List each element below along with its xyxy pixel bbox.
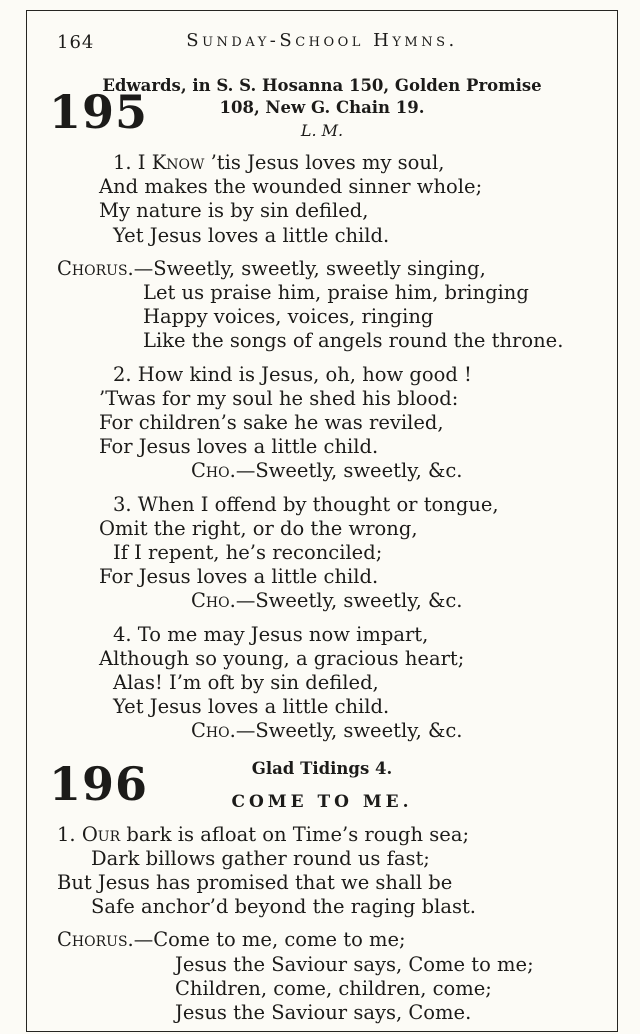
- hymn-line: Jesus the Saviour says, Come.: [175, 1001, 472, 1025]
- hymn-lyrics: [55, 823, 589, 1026]
- hymn-line: Yet Jesus loves a little child.: [113, 223, 390, 247]
- hymn-number: 196: [49, 756, 149, 811]
- hymn-line: Chorus.—Sweetly, sweetly, sweetly singing,: [57, 256, 486, 280]
- hymn-line: Alas! I’m oft by sin defiled,: [113, 671, 379, 695]
- hymn-line: For children’s sake he was reviled,: [99, 411, 444, 435]
- hymn-line: 4. To me may Jesus now impart,: [113, 622, 429, 646]
- hymn-line: Omit the right, or do the wrong,: [99, 516, 418, 540]
- hymn-line: 1. I Know ’tis Jesus loves my soul,: [113, 151, 445, 174]
- hymn-line: Like the songs of angels round the throne.: [143, 329, 564, 353]
- hymn-line: Children, come, children, come;: [175, 976, 492, 1000]
- hymn-number: 195: [49, 85, 149, 139]
- hymn-line: Chorus.—Come to me, come to me;: [57, 928, 406, 952]
- hymn-line: Let us praise him, praise him, bringing: [143, 281, 529, 305]
- hymn-line: Cho.—Sweetly, sweetly, &c.: [191, 589, 463, 613]
- hymn-meter: L. M.: [300, 121, 344, 140]
- page-border-frame: [26, 10, 618, 1032]
- hymn-line: My nature is by sin defiled,: [99, 199, 369, 223]
- hymn-line: Happy voices, voices, ringing: [143, 305, 434, 329]
- hymn-line: Cho.—Sweetly, sweetly, &c.: [191, 719, 463, 743]
- hymn-title: COME TO ME.: [231, 791, 413, 812]
- hymn-line: Although so young, a gracious heart;: [99, 646, 465, 670]
- running-title: Sunday-School Hymns.: [186, 30, 458, 51]
- page-header: [55, 30, 589, 58]
- hymn-line: Safe anchor’d beyond the raging blast.: [91, 895, 476, 919]
- hymn-line: But Jesus has promised that we shall be: [57, 871, 453, 895]
- hymn-line: Jesus the Saviour says, Come to me;: [175, 952, 534, 976]
- hymn-line: 1. Our bark is afloat on Time’s rough sea;: [57, 822, 470, 846]
- page-number: 164: [57, 32, 95, 53]
- hymn-line: If I repent, he’s reconciled;: [113, 541, 383, 565]
- hymn-line: 3. When I offend by thought or tongue,: [113, 492, 499, 516]
- hymn-line: For Jesus loves a little child.: [99, 565, 379, 589]
- hymn-196: [49, 756, 589, 1026]
- hymn-line: And makes the wounded sinner whole;: [99, 175, 483, 199]
- hymn-line: Yet Jesus loves a little child.: [113, 695, 390, 719]
- hymn-source-line: Glad Tidings 4.: [251, 758, 393, 778]
- hymn-196-header: [49, 756, 589, 814]
- hymn-source-line: Edwards, in S. S. Hosanna 150, Golden Promise: [102, 76, 542, 95]
- hymn-195: [49, 75, 589, 744]
- hymn-source-line: 108, New G. Chain 19.: [219, 98, 425, 117]
- hymn-line: Cho.—Sweetly, sweetly, &c.: [191, 459, 463, 483]
- hymn-line: For Jesus loves a little child.: [99, 435, 379, 459]
- hymn-lyrics: [55, 151, 589, 744]
- hymn-line: 2. How kind is Jesus, oh, how good !: [113, 362, 472, 386]
- hymn-line: ’Twas for my soul he shed his blood:: [99, 386, 459, 410]
- hymn-line: Dark billows gather round us fast;: [91, 846, 430, 870]
- hymn-195-header: [49, 75, 589, 142]
